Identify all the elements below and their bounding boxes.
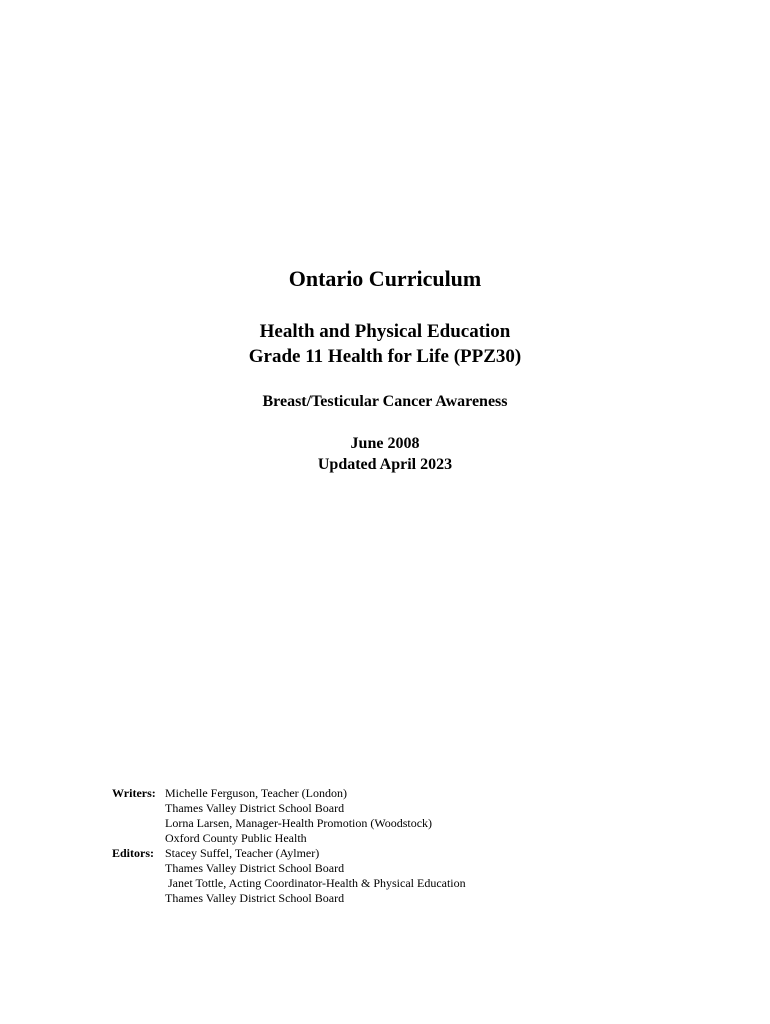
editor-entry: Thames Valley District School Board <box>165 891 345 905</box>
writers-row-continued <box>112 816 466 831</box>
unit-topic <box>0 392 770 412</box>
writers-row-continued <box>112 801 466 816</box>
writers-row <box>112 786 466 801</box>
writer-entry: Lorna Larsen, Manager-Health Promotion (Woodstock) <box>165 816 433 830</box>
label-spacer <box>112 816 165 831</box>
topic-text: Breast/Testicular Cancer Awareness <box>262 393 508 410</box>
label-spacer <box>112 831 165 846</box>
course-line: Grade 11 Health for Life (PPZ30) <box>248 346 522 367</box>
updated-date: Updated April 2023 <box>317 456 453 473</box>
editors-label: Editors: <box>112 846 154 860</box>
original-date: June 2008 <box>350 435 420 452</box>
label-spacer <box>112 876 165 891</box>
label-spacer <box>112 861 165 876</box>
editor-entry: Thames Valley District School Board <box>165 861 345 875</box>
editors-row-continued <box>112 891 466 906</box>
writer-entry: Thames Valley District School Board <box>165 801 345 815</box>
editors-row-continued <box>112 876 466 891</box>
writers-row-continued <box>112 831 466 846</box>
editors-row <box>112 846 466 861</box>
writer-entry: Michelle Ferguson, Teacher (London) <box>165 786 347 800</box>
editor-entry: Stacey Suffel, Teacher (Aylmer) <box>165 846 320 860</box>
editor-entry: Janet Tottle, Acting Coordinator-Health & Physical Education <box>165 876 466 890</box>
date-block <box>0 433 770 475</box>
page-title <box>0 266 770 292</box>
label-spacer <box>112 891 165 906</box>
editors-row-continued <box>112 861 466 876</box>
title-text: Ontario Curriculum <box>288 266 482 291</box>
writer-entry: Oxford County Public Health <box>165 831 307 845</box>
writers-label: Writers: <box>112 786 156 800</box>
course-heading <box>0 319 770 369</box>
subject-line: Health and Physical Education <box>259 321 511 342</box>
credits-block <box>112 786 466 906</box>
label-spacer <box>112 801 165 816</box>
